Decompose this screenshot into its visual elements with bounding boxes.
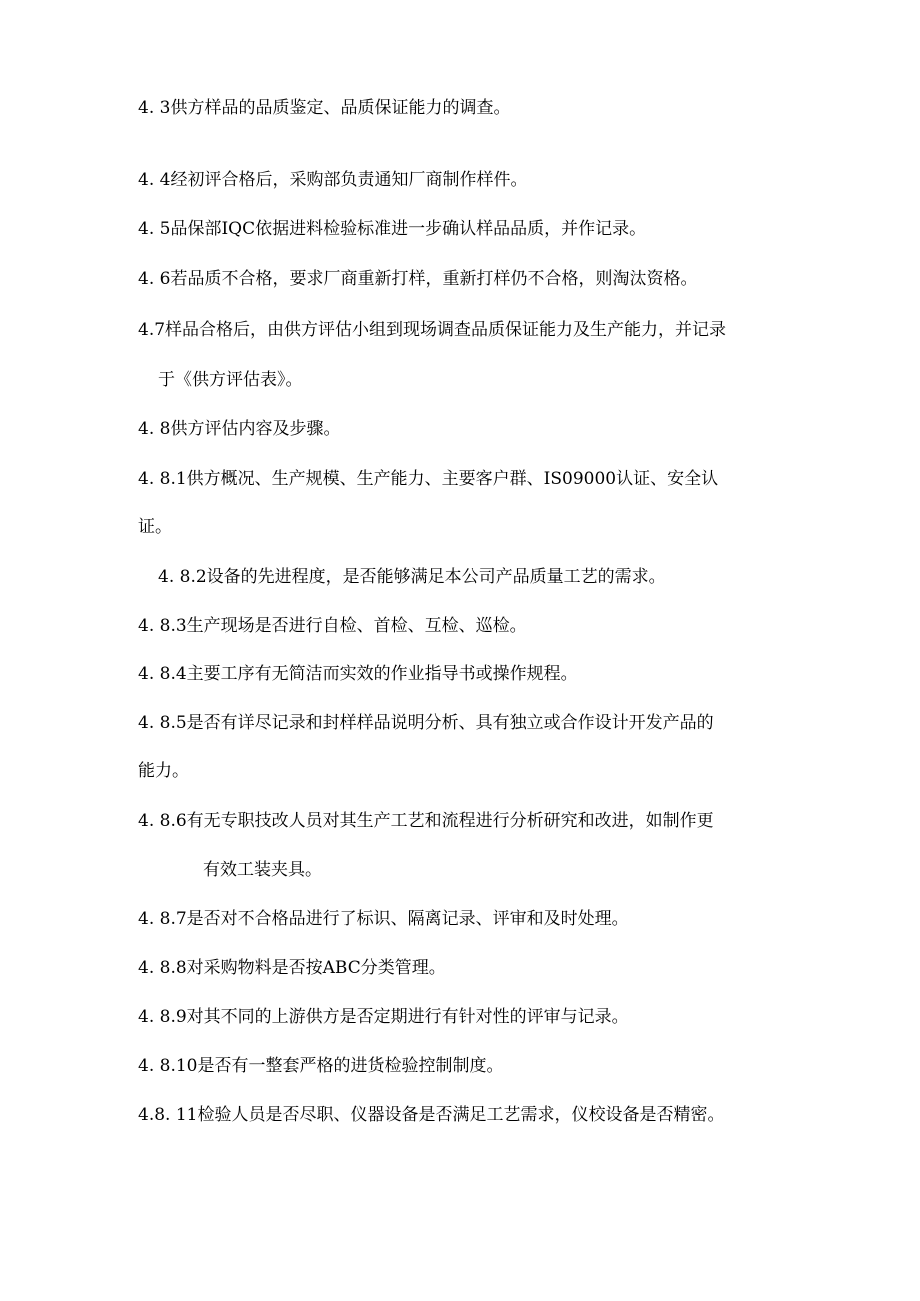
- paragraph-4-8-5-cont: 能力。: [138, 761, 189, 781]
- paragraph-4-8-1: 4. 8.1供方概况、生产规模、生产能力、主要客户群、IS09000认证、安全认: [138, 469, 719, 489]
- paragraph-4-8-1-cont: 证。: [138, 517, 172, 537]
- paragraph-4-8-10: 4. 8.10是否有一整套严格的进货检验控制制度。: [138, 1056, 504, 1076]
- paragraph-4-6: 4. 6若品质不合格，要求厂商重新打样，重新打样仍不合格，则淘汰资格。: [138, 269, 698, 289]
- paragraph-4-8-6-cont: 有效工装夹具。: [203, 860, 322, 880]
- paragraph-4-8: 4. 8供方评估内容及步骤。: [138, 419, 341, 439]
- paragraph-4-8-5: 4. 8.5是否有详尽记录和封样样品说明分析、具有独立或合作设计开发产品的: [138, 713, 714, 733]
- paragraph-4-8-4: 4. 8.4主要工序有无简洁而实效的作业指导书或操作规程。: [138, 664, 578, 684]
- paragraph-4-8-7: 4. 8.7是否对不合格品进行了标识、隔离记录、评审和及时处理。: [138, 909, 629, 929]
- paragraph-4-4: 4. 4经初评合格后，采购部负责通知厂商制作样件。: [138, 170, 528, 190]
- paragraph-4-8-11: 4.8. 11检验人员是否尽职、仪器设备是否满足工艺需求，仪校设备是否精密。: [138, 1105, 725, 1125]
- paragraph-4-8-3: 4. 8.3生产现场是否进行自检、首检、互检、巡检。: [138, 616, 527, 636]
- paragraph-4-7-cont: 于《供方评估表》。: [158, 370, 303, 390]
- paragraph-4-5: 4. 5品保部IQC依据进料检验标准进一步确认样品品质，并作记录。: [138, 219, 647, 239]
- paragraph-4-7: 4.7样品合格后，由供方评估小组到现场调查品质保证能力及生产能力，并记录: [138, 320, 727, 340]
- paragraph-4-8-6: 4. 8.6有无专职技改人员对其生产工艺和流程进行分析研究和改进，如制作更: [138, 811, 714, 831]
- paragraph-4-8-8: 4. 8.8对采购物料是否按ABC分类管理。: [138, 958, 446, 978]
- paragraph-4-3: 4. 3供方样品的品质鉴定、品质保证能力的调查。: [138, 98, 511, 118]
- paragraph-4-8-9: 4. 8.9对其不同的上游供方是否定期进行有针对性的评审与记录。: [138, 1007, 629, 1027]
- paragraph-4-8-2: 4. 8.2设备的先进程度，是否能够满足本公司产品质量工艺的需求。: [158, 567, 666, 587]
